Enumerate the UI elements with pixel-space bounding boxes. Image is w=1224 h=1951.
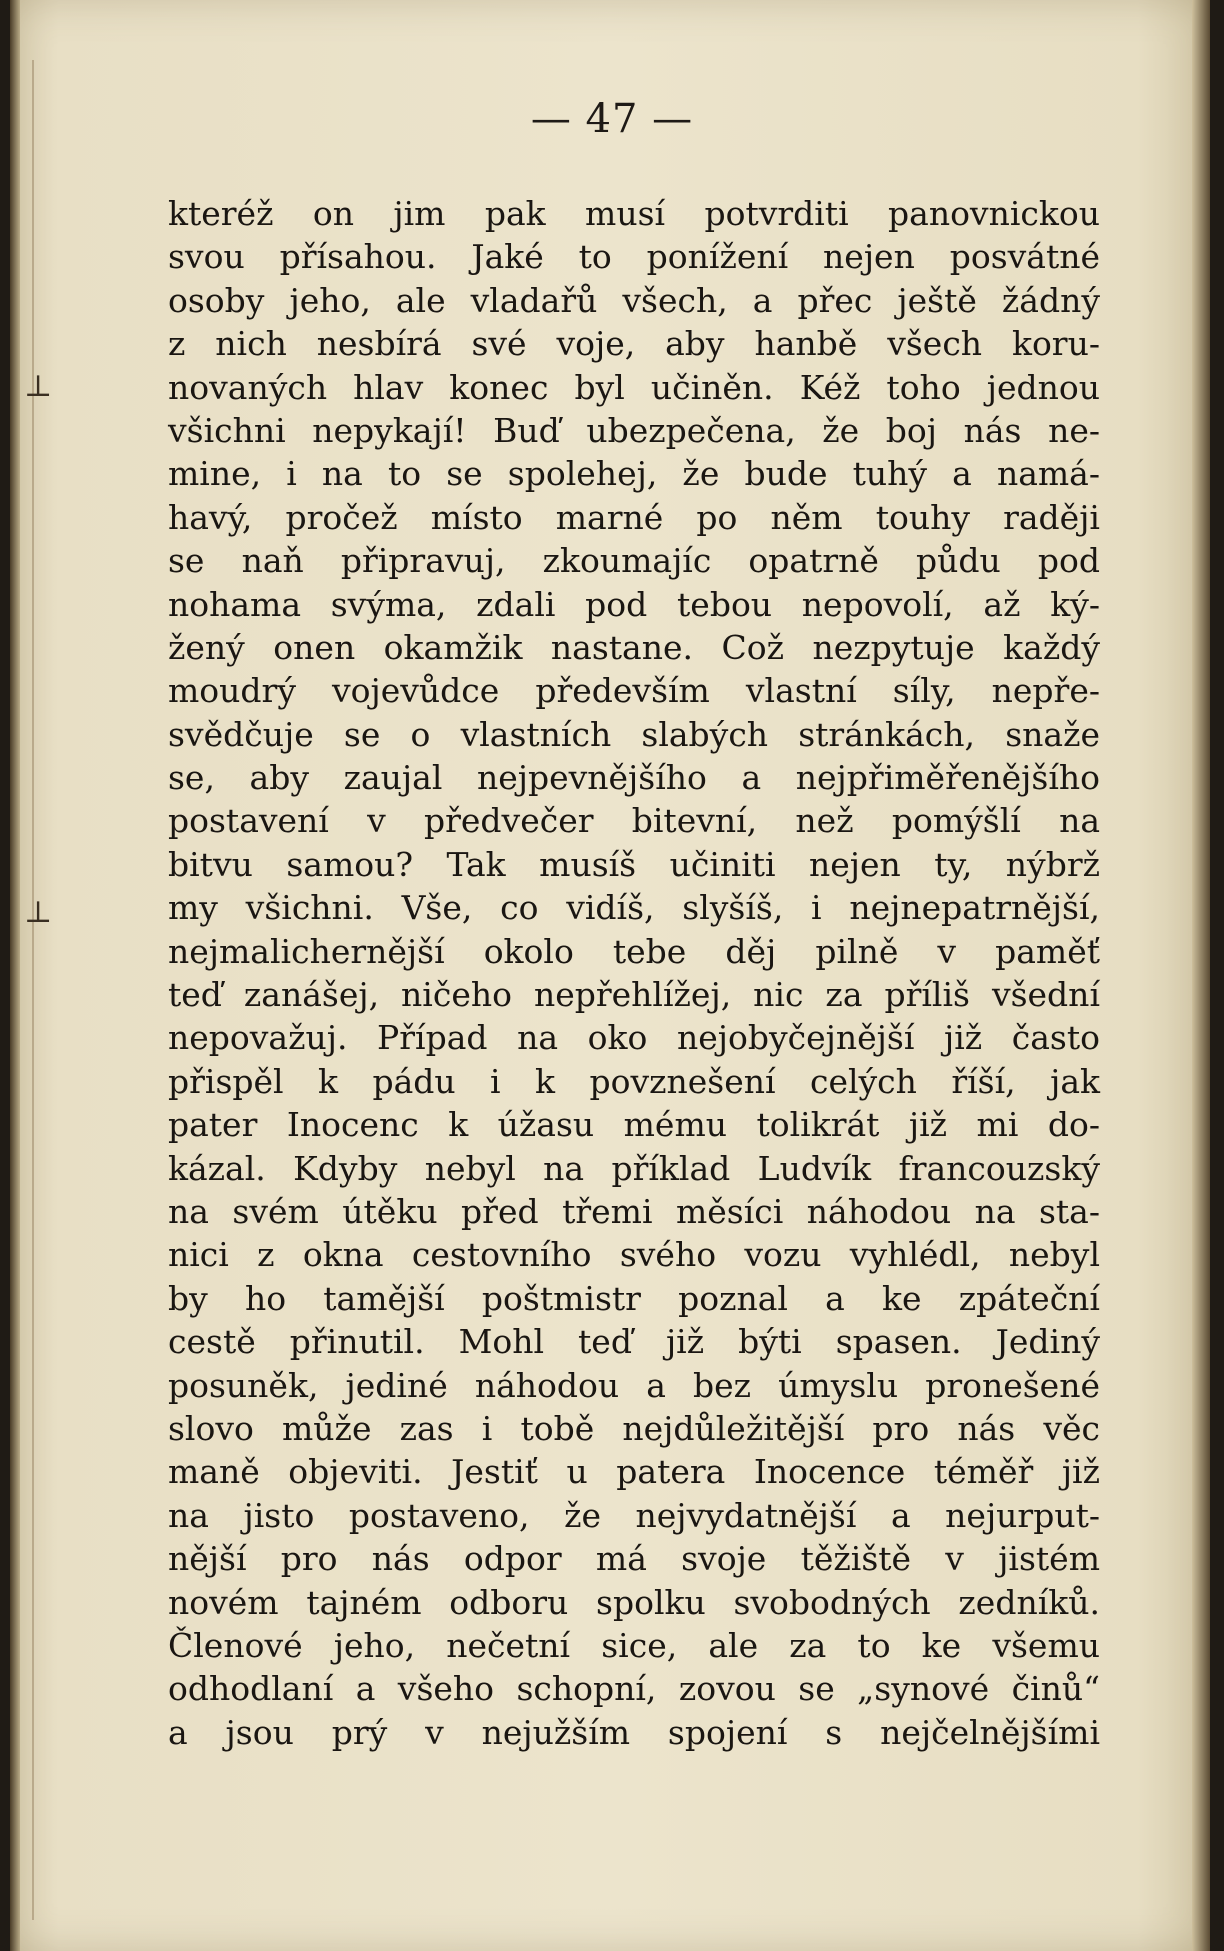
text-line: nepovažuj. Případ na oko nejobyčejnější již často [168,1018,1100,1058]
margin-line [32,60,34,1920]
text-line: nejmalichernější okolo tebe děj pilně v paměť [168,931,1100,971]
text-line: my všichni. Vše, co vidíš, slyšíš, i nejnepatrnější, [168,888,1100,928]
text-line: svou přísahou. Jaké to ponížení nejen posvátné [168,237,1100,277]
text-line: nější pro nás odpor má svoje těžiště v jistém [168,1539,1100,1579]
text-line: bitvu samou? Tak musíš učiniti nejen ty, nýbrž [168,844,1100,884]
page-number-header: — 47 — [530,96,694,142]
text-line: novém tajném odboru spolku svobodných zedníků. [168,1582,1100,1622]
text-line: slovo může zas i tobě nejdůležitější pro nás věc [168,1408,1100,1448]
text-line: se naň připravuj, zkoumajíc opatrně půdu pod [168,541,1100,581]
text-line: osoby jeho, ale vladařů všech, a přec ještě žádný [168,280,1100,320]
text-line: nici z okna cestovního svého vozu vyhlédl, nebyl [168,1235,1100,1275]
text-line: svědčuje se o vlastních slabých stránkách, snaže [168,714,1100,754]
text-line: a jsou prý v nejužším spojení s nejčelnějšími [168,1712,1100,1752]
text-line: na svém útěku před třemi měsíci náhodou na sta- [168,1191,1100,1231]
text-line: cestě přinutil. Mohl teď již býti spasen. Jediný [168,1322,1100,1362]
text-line: by ho tamější poštmistr poznal a ke zpáteční [168,1278,1100,1318]
text-line: havý, pročež místo marné po něm touhy raději [168,497,1100,537]
text-line: přispěl k pádu i k povznešení celých říší, jak [168,1061,1100,1101]
text-line: pater Inocenc k úžasu mému tolikrát již mi do- [168,1105,1100,1145]
margin-mark-icon: ⊥ [24,369,53,404]
text-line: moudrý vojevůdce především vlastní síly, nepře- [168,671,1100,711]
margin-mark-icon: ⊥ [24,895,53,930]
text-line: Členové jeho, nečetní sice, ale za to ke všemu [168,1625,1100,1665]
text-line: všichni nepykají! Buď ubezpečena, že boj nás ne- [168,410,1100,450]
text-line: teď zanášej, ničeho nepřehlížej, nic za příliš všední [168,975,1100,1015]
text-line: maně objeviti. Jestiť u patera Inocence téměř již [168,1452,1100,1492]
text-line: kázal. Kdyby nebyl na příklad Ludvík francouzský [168,1148,1100,1188]
text-line: z nich nesbírá své voje, aby hanbě všech koru- [168,324,1100,364]
text-line: na jisto postaveno, že nejvydatnější a nejurput- [168,1495,1100,1535]
text-line: mine, i na to se spolehej, že bude tuhý a namá- [168,454,1100,494]
text-line: postavení v předvečer bitevní, než pomýšlí na [168,801,1100,841]
text-line: odhodlaní a všeho schopní, zovou se „synové činů“ [168,1669,1100,1709]
text-line: se, aby zaujal nejpevnějšího a nejpřiměřenějšího [168,758,1100,798]
text-line: nohama svýma, zdali pod tebou nepovolí, až ký- [168,584,1100,624]
text-line: kteréž on jim pak musí potvrditi panovnickou [168,194,1100,233]
page-binding-shadow [10,0,20,1951]
page-outer-edge [1192,0,1210,1951]
text-line: žený onen okamžik nastane. Což nezpytuje každý [168,627,1100,667]
page-body-text [168,192,1100,1754]
text-line: posuněk, jediné náhodou a bez úmyslu pronešené [168,1365,1100,1405]
text-line: novaných hlav konec byl učiněn. Kéž toho jednou [168,367,1100,407]
